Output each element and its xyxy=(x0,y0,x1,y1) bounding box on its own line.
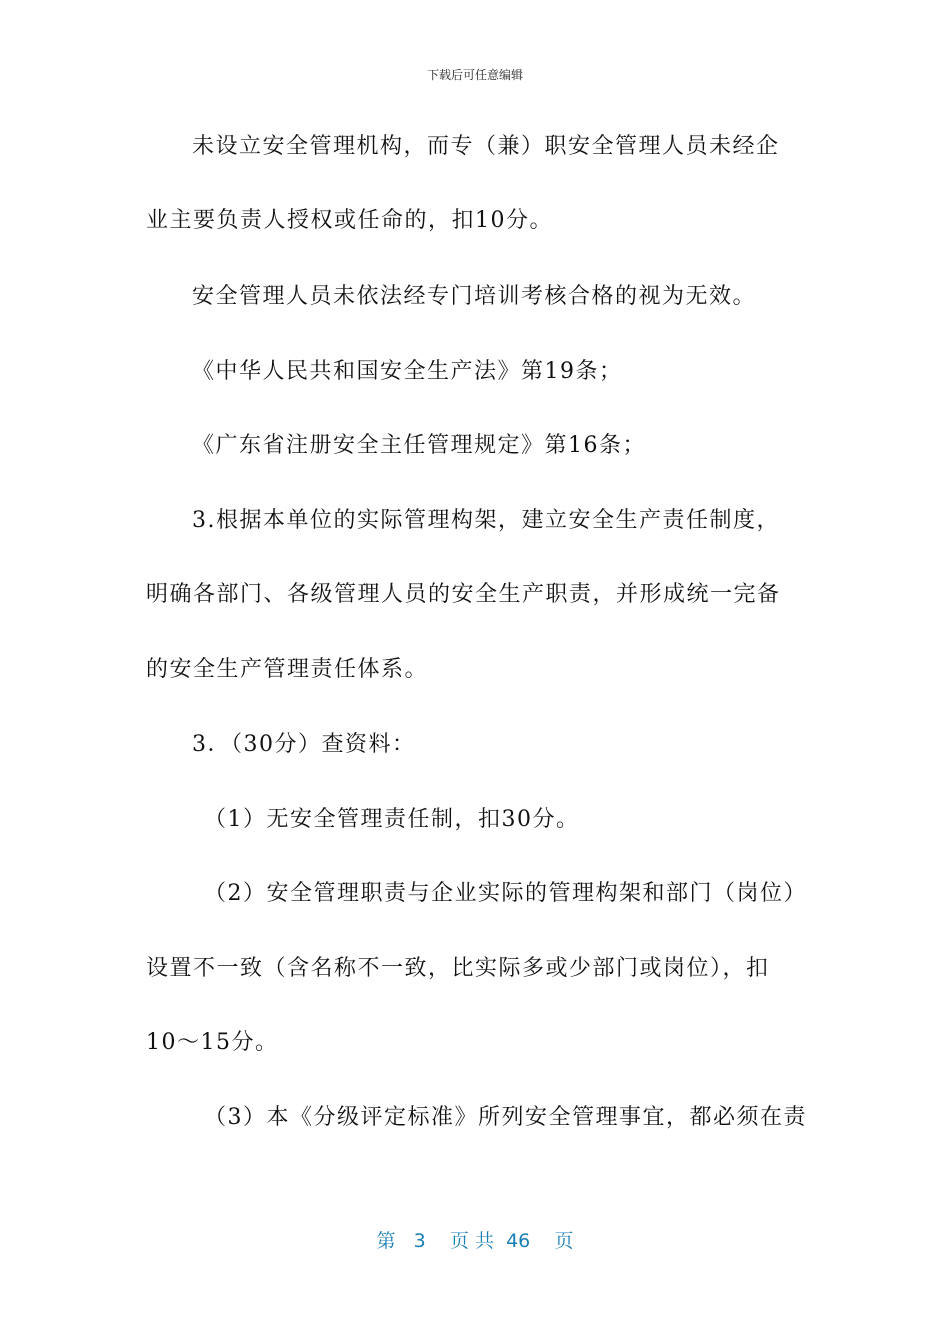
header-note: 下载后可任意编辑 xyxy=(426,68,523,82)
body-line: 明确各部门、各级管理人员的安全生产职责，并形成统一完备 xyxy=(146,582,781,607)
page-label-mid: 页 共 xyxy=(449,1230,494,1252)
body-line: 安全管理人员未依法经专门培训考核合格的视为无效。 xyxy=(192,284,757,309)
body-line: 3.根据本单位的实际管理构架，建立安全生产责任制度， xyxy=(192,508,780,533)
body-line: 3．（30分）查资料： xyxy=(192,732,416,757)
body-line: 《中华人民共和国安全生产法》第19条； xyxy=(192,359,623,384)
body-line: 业主要负责人授权或任命的，扣10分。 xyxy=(146,208,553,233)
body-line: （2）安全管理职责与企业实际的管理构架和部门（岗位） xyxy=(204,881,807,906)
body-line: 10～15分。 xyxy=(146,1030,279,1055)
body-line: 未设立安全管理机构，而专（兼）职安全管理人员未经企 xyxy=(192,134,780,159)
current-page-number: 3 xyxy=(413,1230,426,1252)
page-footer xyxy=(0,1226,950,1253)
body-line: 设置不一致（含名称不一致，比实际多或少部门或岗位），扣 xyxy=(146,956,770,981)
page-label-prefix: 第 xyxy=(376,1230,396,1252)
body-line: （1）无安全管理责任制，扣30分。 xyxy=(204,807,580,832)
body-line: （3）本《分级评定标准》所列安全管理事宜，都必须在责 xyxy=(204,1105,807,1130)
page-label-suffix: 页 xyxy=(554,1230,574,1252)
total-pages-number: 46 xyxy=(506,1230,531,1252)
body-line: 《广东省注册安全主任管理规定》第16条； xyxy=(192,433,646,458)
body-line: 的安全生产管理责任体系。 xyxy=(146,657,429,682)
